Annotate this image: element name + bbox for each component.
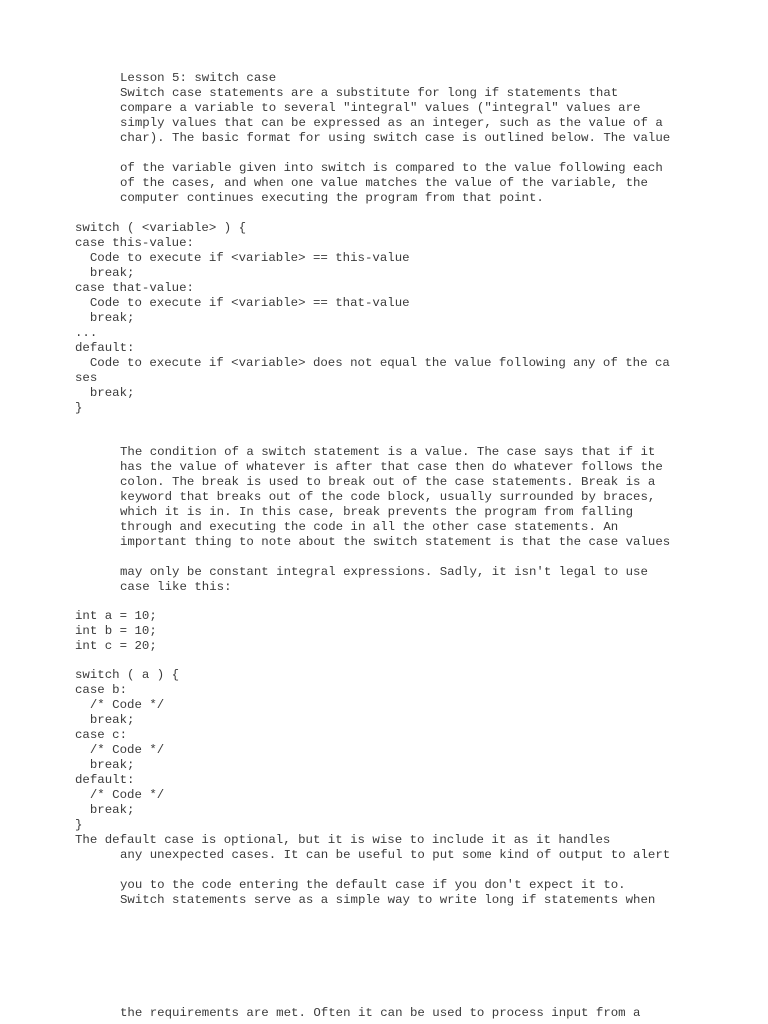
code-line: break; [75, 311, 135, 325]
intro-line: of the cases, and when one value matches the value of the variable, the [120, 176, 648, 190]
code-line: } [75, 818, 83, 832]
default-text-line: Switch statements serve as a simple way to write long if statements when [120, 893, 656, 907]
code-line: break; [75, 713, 135, 727]
code-line: ... [75, 326, 98, 340]
default-text-line: any unexpected cases. It can be useful to put some kind of output to alert [120, 848, 671, 862]
code-line: break; [75, 386, 135, 400]
code-line: int c = 20; [75, 639, 157, 653]
intro-line: char). The basic format for using switch case is outlined below. The value [120, 131, 671, 145]
code-line: case this-value: [75, 236, 194, 250]
explanation-line: may only be constant integral expressions. Sadly, it isn't legal to use [120, 565, 648, 579]
code-line: break; [75, 803, 135, 817]
code-line: switch ( a ) { [75, 668, 180, 682]
code-line: case c: [75, 728, 128, 742]
code-line: ses [75, 371, 98, 385]
explanation-line: which it is in. In this case, break prevents the program from falling [120, 505, 634, 519]
default-text-line: the requirements are met. Often it can be used to process input from a [120, 1006, 641, 1020]
explanation-line: colon. The break is used to break out of the case statements. Break is a [120, 475, 656, 489]
intro-line: simply values that can be expressed as an integer, such as the value of a [120, 116, 663, 130]
explanation-line: keyword that breaks out of the code block, usually surrounded by braces, [120, 490, 656, 504]
code-line: /* Code */ [75, 788, 165, 802]
code-line: break; [75, 758, 135, 772]
code-line: int b = 10; [75, 624, 157, 638]
explanation-line: case like this: [120, 580, 232, 594]
explanation-line: The condition of a switch statement is a value. The case says that if it [120, 445, 656, 459]
code-line: /* Code */ [75, 743, 165, 757]
intro-line: of the variable given into switch is compared to the value following each [120, 161, 663, 175]
explanation-line: has the value of whatever is after that case then do whatever follows the [120, 460, 663, 474]
code-line: switch ( <variable> ) { [75, 221, 247, 235]
explanation-line: important thing to note about the switch statement is that the case values [120, 535, 671, 549]
code-line: case b: [75, 683, 128, 697]
default-text-line: The default case is optional, but it is wise to include it as it handles [75, 833, 611, 847]
code-line: break; [75, 266, 135, 280]
code-line: Code to execute if <variable> == that-value [75, 296, 410, 310]
explanation-line: through and executing the code in all the other case statements. An [120, 520, 619, 534]
default-text-line: you to the code entering the default case if you don't expect it to. [120, 878, 626, 892]
code-line: case that-value: [75, 281, 194, 295]
code-line: default: [75, 341, 135, 355]
code-line: Code to execute if <variable> does not equal the value following any of the ca [75, 356, 670, 370]
intro-line: Switch case statements are a substitute for long if statements that [120, 86, 619, 100]
code-line: } [75, 401, 83, 415]
intro-line: compare a variable to several "integral" values ("integral" values are [120, 101, 641, 115]
lesson-title: Lesson 5: switch case [120, 71, 277, 85]
code-line: default: [75, 773, 135, 787]
code-line: int a = 10; [75, 609, 157, 623]
intro-line: computer continues executing the program from that point. [120, 191, 544, 205]
code-line: /* Code */ [75, 698, 165, 712]
code-line: Code to execute if <variable> == this-value [75, 251, 410, 265]
